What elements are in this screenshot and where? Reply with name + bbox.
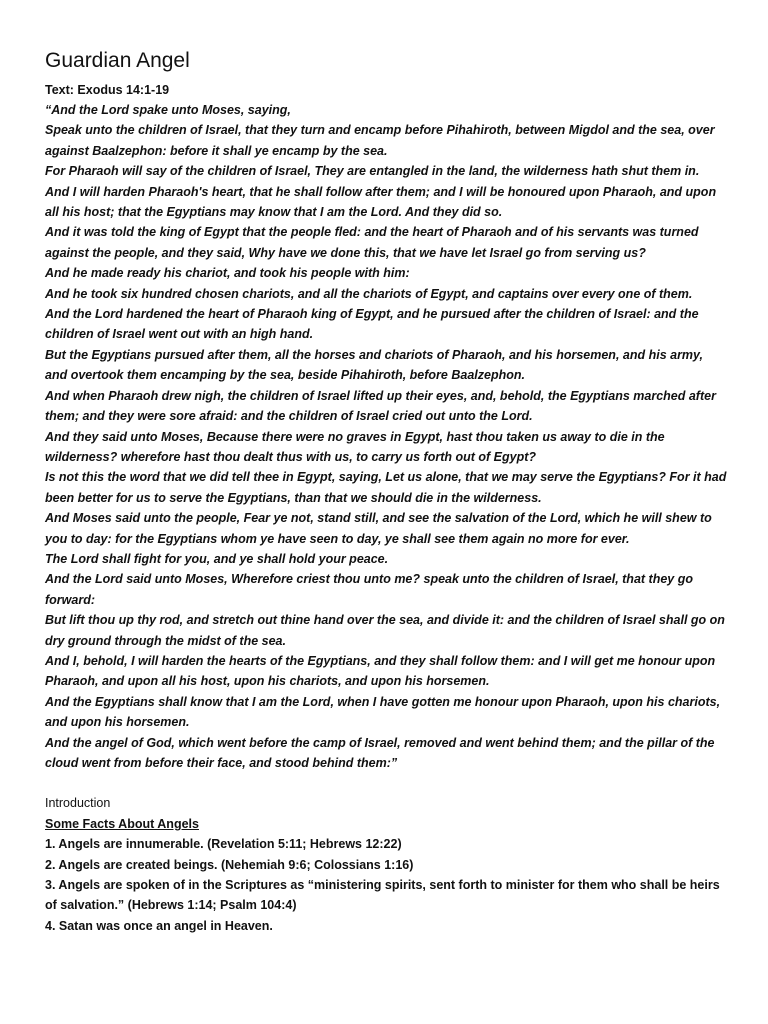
- verse: And they said unto Moses, Because there were no graves in Egypt, hast thou taken us away to die in the wilderness? wherefore hast thou dealt thus with us, to carry us forth out of Egypt?: [45, 429, 665, 464]
- verse: And he made ready his chariot, and took his people with him:: [45, 266, 410, 281]
- text-reference: Text: Exodus 14:1-19: [45, 83, 170, 97]
- verse: And I will harden Pharaoh's heart, that he shall follow after them; and I will be honoured upon Pharaoh, and upon all his host; that the Egyptians may know that I am the Lord. And they did so.: [45, 184, 717, 220]
- verse: The Lord shall fight for you, and ye shall hold your peace.: [45, 551, 389, 566]
- paragraph-spacer: [45, 773, 728, 793]
- verse: And the Egyptians shall know that I am the Lord, when I have gotten me honour upon Pharaoh, upon his chariots, and upon his horsemen.: [45, 694, 721, 730]
- list-item: 1. Angels are innumerable. (Revelation 5:11; Hebrews 12:22): [45, 837, 402, 852]
- verse: And Moses said unto the people, Fear ye not, stand still, and see the salvation of the Lord, which he will shew to you to day: for the Egyptians whom ye have seen to day, ye shall see them again no more for ever.: [45, 511, 712, 546]
- scripture-passage: [45, 100, 728, 773]
- verse: And I, behold, I will harden the hearts of the Egyptians, and they shall follow them: and I will get me honour upon Pharaoh, and upon all his host, upon his chariots, and upon his horsemen.: [45, 653, 716, 689]
- verse: For Pharaoh will say of the children of Israel, They are entangled in the land, the wilderness hath shut them in.: [45, 164, 700, 179]
- verse: “And the Lord spake unto Moses, saying,: [45, 103, 291, 117]
- document-title: Guardian Angel: [45, 49, 190, 72]
- verse: And the Lord said unto Moses, Wherefore criest thou unto me? speak unto the children of Israel, that they go forward:: [45, 572, 693, 607]
- verse: Is not this the word that we did tell thee in Egypt, saying, Let us alone, that we may serve the Egyptians? For it had been better for us to serve the Egyptians, than that we should die in the wilderness.: [45, 470, 727, 505]
- facts-list: [45, 834, 728, 936]
- verse: And he took six hundred chosen chariots, and all the chariots of Egypt, and captains over every one of them.: [45, 286, 693, 301]
- list-item: 3. Angels are spoken of in the Scriptures as “ministering spirits, sent forth to minister for them who shall be heirs of salvation.” (Hebrews 1:14; Psalm 104:4): [45, 878, 720, 913]
- facts-heading: Some Facts About Angels: [45, 816, 199, 831]
- list-item: 4. Satan was once an angel in Heaven.: [45, 918, 273, 933]
- verse: But lift thou up thy rod, and stretch out thine hand over the sea, and divide it: and the children of Israel shall go on dry ground through the midst of the sea.: [45, 613, 725, 648]
- verse: And the angel of God, which went before the camp of Israel, removed and went behind them; and the pillar of the cloud went from before their face, and stood behind them:”: [45, 735, 715, 770]
- verse: But the Egyptians pursued after them, all the horses and chariots of Pharaoh, and his horsemen, and his army, and overtook them encamping by the sea, beside Pihahiroth, before Baalzephon.: [45, 347, 704, 383]
- verse: Speak unto the children of Israel, that they turn and encamp before Pihahiroth, between Migdol and the sea, over against Baalzephon: before it shall ye encamp by the sea.: [45, 123, 715, 158]
- verse: And it was told the king of Egypt that the people fled: and the heart of Pharaoh and of his servants was turned against the people, and they said, Why have we done this, that we have let Israel go from serving us?: [45, 225, 699, 260]
- list-item: 2. Angels are created beings. (Nehemiah 9:6; Colossians 1:16): [45, 857, 414, 872]
- verse: And when Pharaoh drew nigh, the children of Israel lifted up their eyes, and, behold, the Egyptians marched after them; and they were sore afraid: and the children of Israel cried out unto the Lord.: [45, 388, 716, 424]
- introduction-label: Introduction: [45, 796, 111, 811]
- verse: And the Lord hardened the heart of Pharaoh king of Egypt, and he pursued after the children of Israel: and the children of Israel went out with an high hand.: [45, 307, 699, 342]
